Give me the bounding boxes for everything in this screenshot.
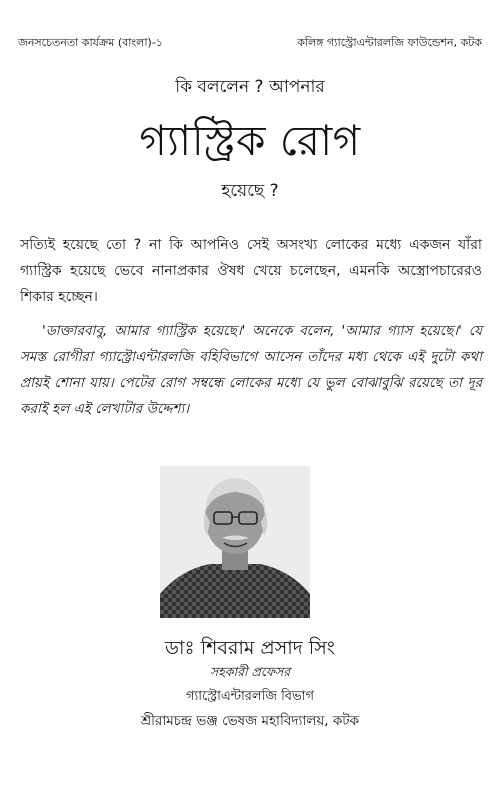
running-header [18,34,482,53]
quote-paragraph: 'ডাক্তারবাবু, আমার গ্যাস্ট্রিক হয়েছে।' অনেকে বলেন, 'আমার গ্যাস হয়েছে।' যে সমস্ত রোগীরা গ্যাস্ট্রোএন্টারলজি বহিবিভাগে আসেন তাঁদের মধ্য থেকে এই দুটো কথা প্রায়ই শোনা যায়। পেটের রোগ সম্বন্ধে লোকের মধ্যে যে ভুল বোঝাবুঝি রয়েছে তা দূর করাই হল এই লেখাটার উদ্দেশ্য। [20,323,482,417]
author-photo [160,466,310,618]
author-name: ডাঃ শিবরাম প্রসাদ সিং [165,637,335,659]
page-title: গ্যাস্ট্রিক রোগ [139,116,361,165]
author-department: গ্যাস্ট্রোএন্টারলজি বিভাগ [185,689,315,704]
heading-kicker: কি বললেন ? আপনার [175,77,325,97]
intro-paragraph: সত্যিই হয়েছে তো ? না কি আপনিও সেই অসংখ্য লোকের মধ্যে একজন যাঁরা গ্যাস্ট্রিক হয়েছে ভেবে নানাপ্রকার ঔষধ খেয়ে চলেছেন, এমনকি অস্ত্রোপচারেরও শিকার হচ্ছেন। [20,237,482,305]
author-role: সহকারী প্রফেসর [209,664,291,679]
header-right: কলিঙ্গ গ্যাস্ট্রোএন্টারলজি ফাউন্ডেশন, কটক [297,36,482,49]
author-institution: শ্রীরামচন্দ্র ভঞ্জ ভেষজ মহাবিদ্যালয়, কটক [140,713,360,729]
heading-subkicker: হয়েছে ? [221,181,279,201]
header-left: জনসচেতনতা কার্যক্রম (বাংলা)-১ [18,36,163,49]
